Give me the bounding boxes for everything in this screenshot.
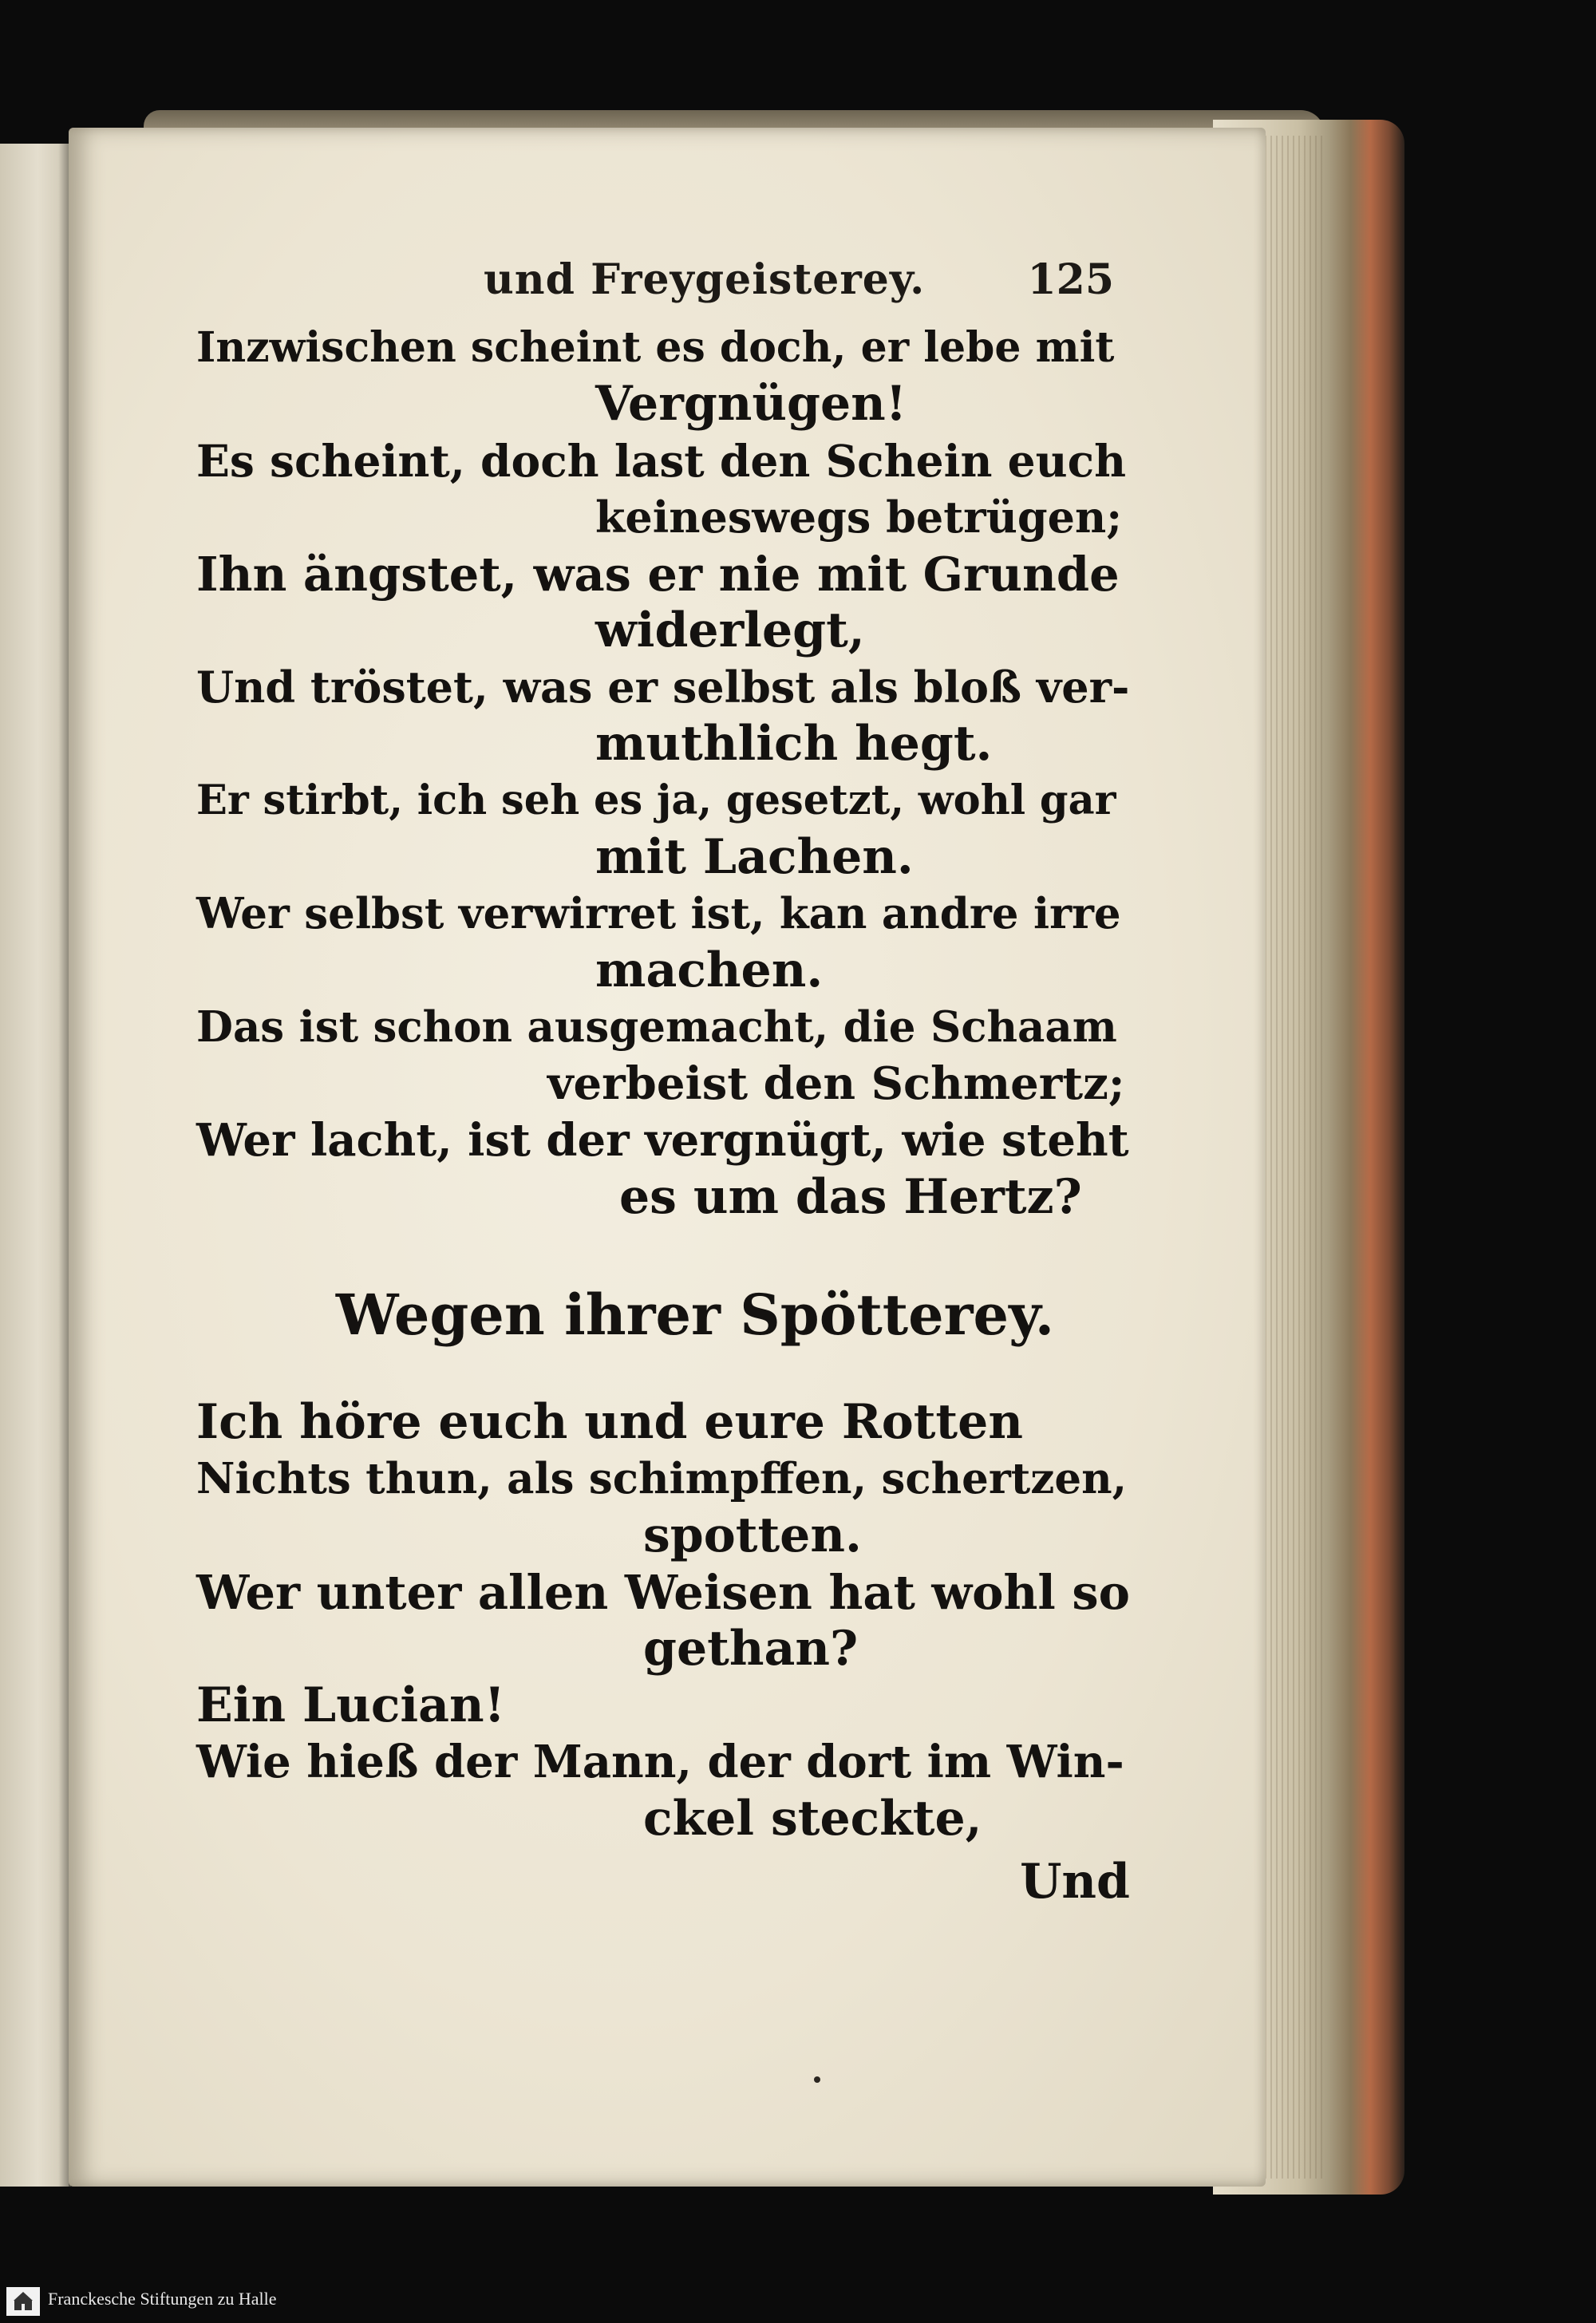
verse-continuation: mit Lachen. [595,829,914,885]
page-text [196,319,1130,1910]
verse-continuation: verbeist den Schmertz; [547,1057,1125,1110]
verse-continuation: spotten. [643,1507,862,1563]
verse-line: Wer lacht, ist der vergnügt, wie steht [196,1114,1129,1167]
verse-line: Und tröstet, was er selbst als bloß ver- [196,662,1130,713]
running-title: und Freygeisterey. [484,255,926,304]
footer-institution: Franckesche Stiftungen zu Halle [48,2289,277,2309]
verse-continuation: keineswegs betrügen; [595,492,1123,543]
verse-line: Wer unter allen Weisen hat wohl so [196,1565,1130,1620]
verse-continuation: Vergnügen! [595,376,907,432]
verse-line: Das ist schon ausgemacht, die Schaam [196,1002,1117,1052]
verse-continuation: machen. [595,942,824,998]
right-page [69,128,1266,2187]
institution-logo-icon [6,2287,40,2316]
page-header [212,255,1114,319]
verse-continuation: muthlich hegt. [595,716,993,772]
verse-line: Ihn ängstet, was er nie mit Grunde [196,547,1120,602]
verse-line: Ein Lucian! [196,1677,506,1733]
verse-continuation: es um das Hertz? [619,1169,1082,1225]
verse-continuation: gethan? [643,1621,859,1677]
verse-line: Es scheint, doch last den Schein euch [196,435,1127,487]
verse-line: Wer selbst verwirret ist, kan andre irre [196,889,1121,938]
verse-line: Er stirbt, ich seh es ja, gesetzt, wohl gar [196,776,1116,824]
catchword: Und [1020,1854,1130,1910]
verse-line: Wie hieß der Mann, der dort im Win- [196,1736,1124,1788]
ink-speck [814,2076,820,2083]
verse-line: Nichts thun, als schimpffen, schertzen, [196,1454,1128,1503]
left-page-fragment [0,144,71,2187]
verse-line: Ich höre euch und eure Rotten [196,1394,1023,1450]
page-number: 125 [1027,255,1114,304]
verse-line: Inzwischen scheint es doch, er lebe mit [196,323,1115,372]
section-heading: Wegen ihrer Spötterey. [335,1282,1055,1348]
verse-continuation: ckel steckte, [643,1791,982,1847]
verse-continuation: widerlegt, [595,602,865,658]
